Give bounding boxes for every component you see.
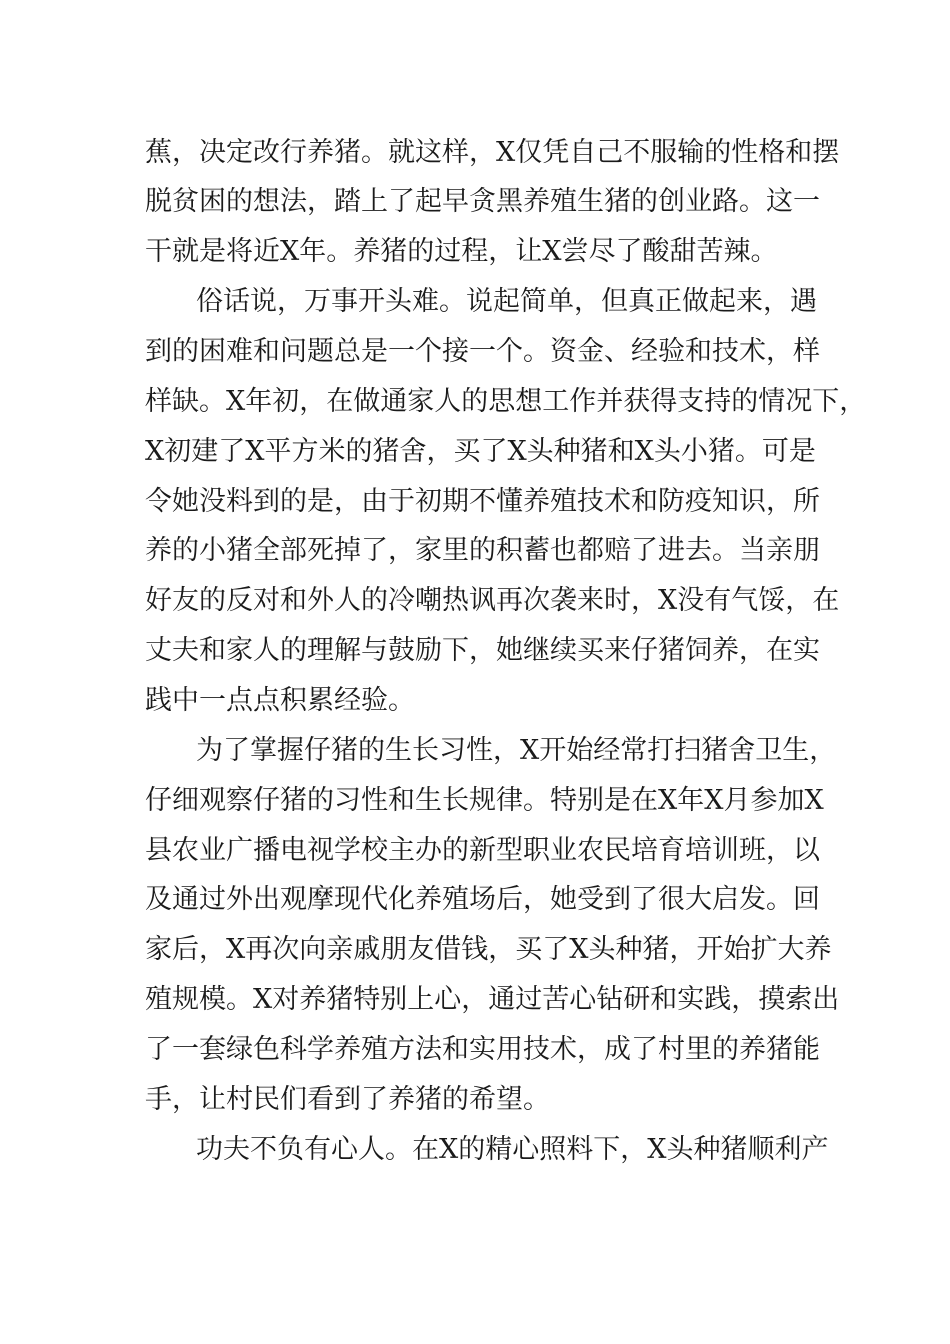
text-line: 到的困难和问题总是一个接一个。资金、经验和技术，样 bbox=[145, 336, 820, 367]
text-line: 践中一点点积累经验。 bbox=[145, 685, 415, 716]
text-line: 脱贫困的想法，踏上了起早贪黑养殖生猪的创业路。这一 bbox=[145, 186, 820, 217]
text-line: 了一套绿色科学养殖方法和实用技术，成了村里的养猪能 bbox=[145, 1034, 820, 1065]
text-line: 蕉，决定改行养猪。就这样，X仅凭自己不服输的性格和摆 bbox=[145, 137, 840, 168]
text-line: 家后，X再次向亲戚朋友借钱，买了X头种猪，开始扩大养 bbox=[145, 934, 832, 965]
paragraph-first-line: 俗话说，万事开头难。说起简单，但真正做起来，遇 bbox=[196, 286, 817, 317]
text-line: 殖规模。X对养猪特别上心，通过苦心钻研和实践，摸索出 bbox=[145, 984, 840, 1015]
text-line: 县农业广播电视学校主办的新型职业农民培育培训班，以 bbox=[145, 835, 820, 866]
paragraph-first-line: 功夫不负有心人。在X的精心照料下，X头种猪顺利产 bbox=[196, 1134, 829, 1165]
text-line: 令她没料到的是，由于初期不懂养殖技术和防疫知识，所 bbox=[145, 486, 820, 517]
text-line: 养的小猪全部死掉了，家里的积蓄也都赔了进去。当亲朋 bbox=[145, 535, 820, 566]
paragraph-first-line: 为了掌握仔猪的生长习性，X开始经常打扫猪舍卫生， bbox=[196, 735, 837, 766]
text-line: 样缺。X年初，在做通家人的思想工作并获得支持的情况下， bbox=[145, 386, 867, 417]
text-line: 干就是将近X年。养猪的过程，让X尝尽了酸甜苦辣。 bbox=[145, 236, 778, 267]
text-line: 好友的反对和外人的冷嘲热讽再次袭来时，X没有气馁，在 bbox=[145, 585, 840, 616]
text-line: 及通过外出观摩现代化养殖场后，她受到了很大启发。回 bbox=[145, 884, 820, 915]
text-line: X初建了X平方米的猪舍，买了X头种猪和X头小猪。可是 bbox=[145, 436, 816, 467]
text-line: 丈夫和家人的理解与鼓励下，她继续买来仔猪饲养，在实 bbox=[145, 635, 820, 666]
text-line: 手，让村民们看到了养猪的希望。 bbox=[145, 1084, 550, 1115]
text-line: 仔细观察仔猪的习性和生长规律。特别是在X年X月参加X bbox=[145, 785, 824, 816]
